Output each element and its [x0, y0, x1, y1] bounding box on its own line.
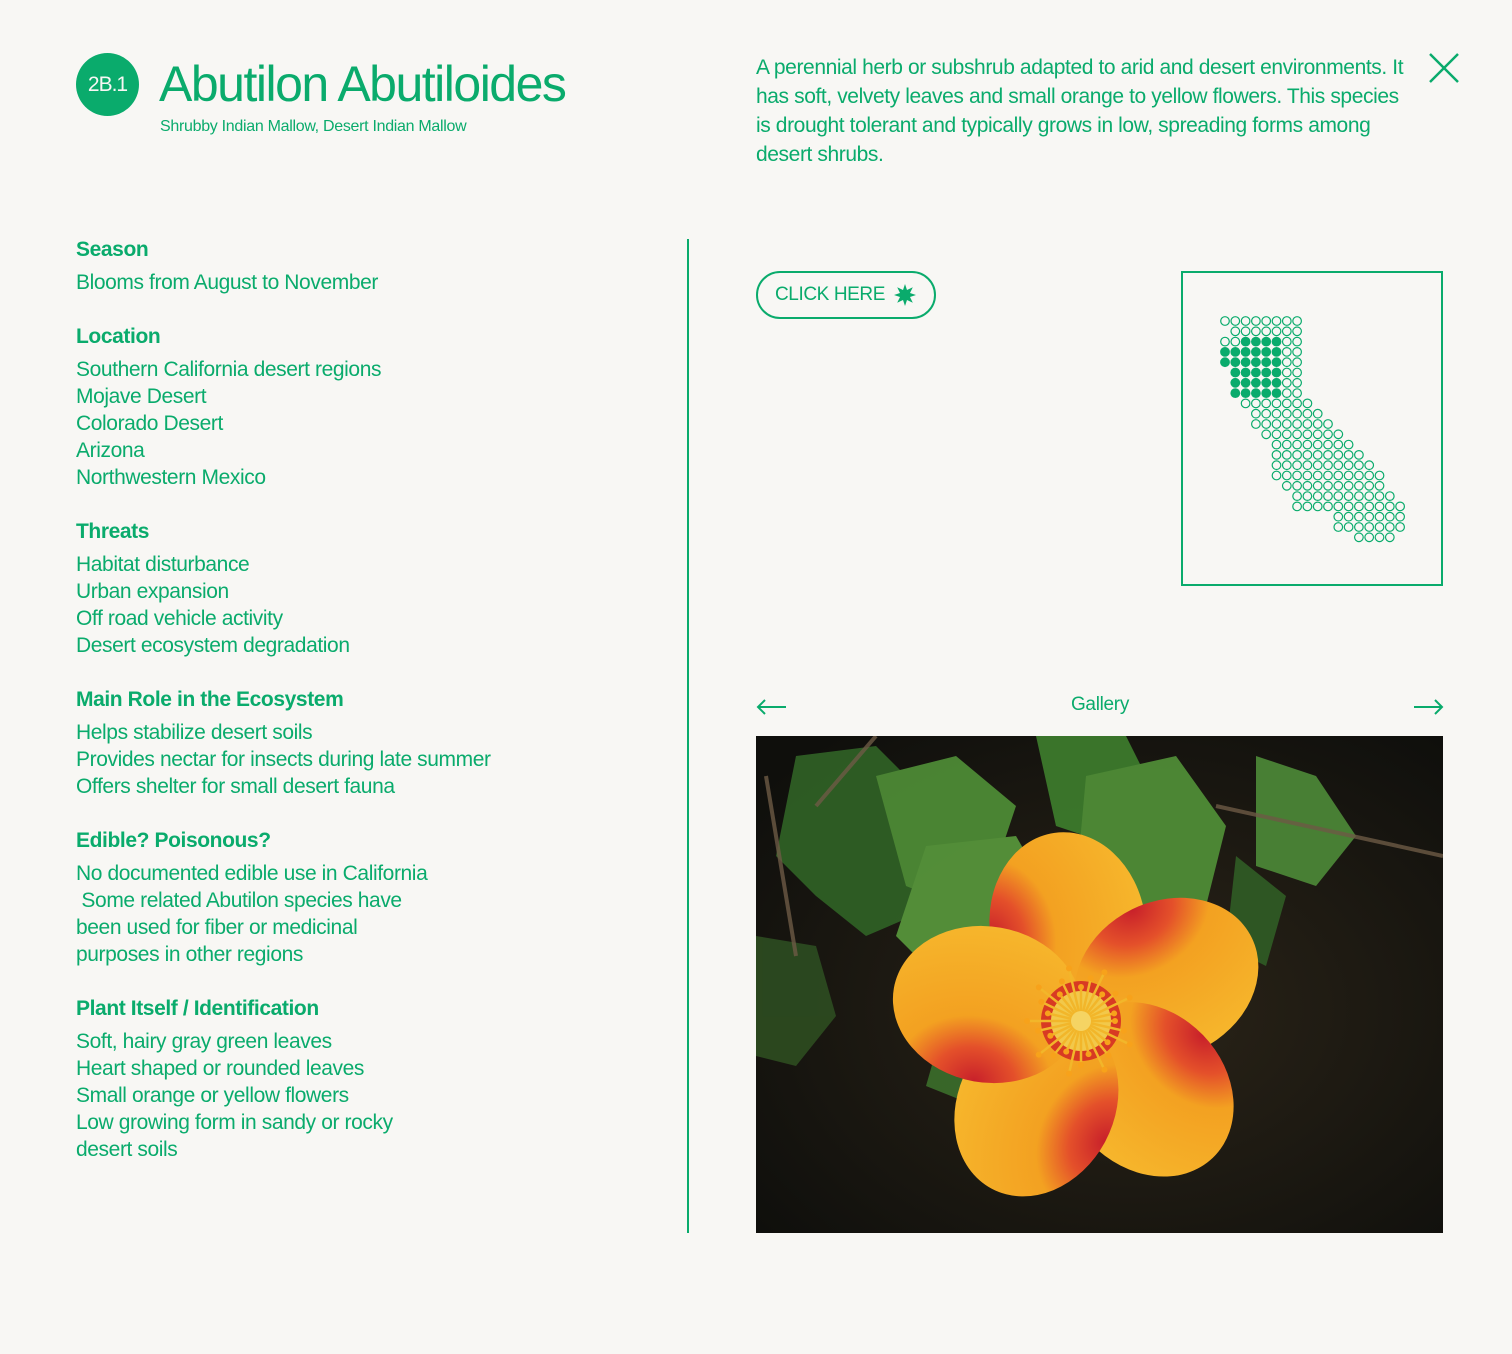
- map-dot: [1262, 399, 1271, 408]
- arrow-right-icon: [1412, 695, 1444, 719]
- map-dot: [1313, 461, 1322, 470]
- map-dot: [1293, 399, 1302, 408]
- section-item: desert soils: [76, 1138, 178, 1161]
- map-dot: [1313, 492, 1322, 501]
- map-dot: [1283, 440, 1292, 449]
- map-dot: [1283, 461, 1292, 470]
- map-dot: [1365, 482, 1374, 491]
- section-item: Small orange or yellow flowers: [76, 1084, 349, 1107]
- map-dot-highlighted: [1231, 389, 1240, 398]
- map-dot: [1344, 502, 1353, 511]
- map-dot-highlighted: [1241, 368, 1250, 377]
- gallery-next-button[interactable]: [1412, 695, 1444, 719]
- common-names: Shrubby Indian Mallow, Desert Indian Mallow: [160, 118, 467, 135]
- map-dot: [1334, 451, 1343, 460]
- map-dot: [1355, 451, 1364, 460]
- map-dot: [1303, 451, 1312, 460]
- map-dot: [1293, 451, 1302, 460]
- map-dot-highlighted: [1252, 337, 1261, 346]
- section-item: Desert ecosystem degradation: [76, 634, 350, 657]
- map-dot: [1293, 482, 1302, 491]
- map-dot: [1334, 461, 1343, 470]
- map-dot: [1334, 440, 1343, 449]
- map-dot-highlighted: [1241, 358, 1250, 367]
- map-dot: [1293, 327, 1302, 336]
- map-dot-highlighted: [1252, 358, 1261, 367]
- section-item: Offers shelter for small desert fauna: [76, 775, 395, 798]
- map-dot-highlighted: [1231, 358, 1240, 367]
- species-description: A perennial herb or subshrub adapted to arid and desert environments. It has soft, velvety leaves and small orange to yellow flowers. This species is drought tolerant and typically grows in low, spreading forms among desert shrubs.: [756, 56, 1404, 166]
- map-dot: [1303, 502, 1312, 511]
- map-dot: [1324, 492, 1333, 501]
- california-dot-map: [1183, 273, 1445, 588]
- map-dot-highlighted: [1272, 368, 1281, 377]
- map-dot: [1334, 430, 1343, 439]
- section-item: Arizona: [76, 439, 145, 462]
- map-dot: [1293, 317, 1302, 326]
- map-dot: [1344, 451, 1353, 460]
- map-dot-highlighted: [1262, 358, 1271, 367]
- section-item: Southern California desert regions: [76, 358, 382, 381]
- section-item: Colorado Desert: [76, 412, 223, 435]
- map-dot: [1324, 502, 1333, 511]
- section-item: No documented edible use in California: [76, 862, 428, 885]
- map-dot: [1313, 451, 1322, 460]
- map-dot: [1241, 327, 1250, 336]
- info-sections: [76, 236, 666, 1190]
- map-dot-highlighted: [1221, 348, 1230, 357]
- section-item: Habitat disturbance: [76, 553, 250, 576]
- section-item: Soft, hairy gray green leaves: [76, 1030, 332, 1053]
- section-heading: Edible? Poisonous?: [76, 829, 271, 852]
- info-section: [76, 323, 666, 491]
- section-heading: Season: [76, 238, 149, 261]
- map-dot-highlighted: [1231, 368, 1240, 377]
- map-dot-highlighted: [1272, 337, 1281, 346]
- gallery-nav: [756, 690, 1444, 724]
- map-dot: [1334, 471, 1343, 480]
- species-code-badge: 2B.1: [76, 53, 139, 116]
- map-dot: [1262, 420, 1271, 429]
- map-dot: [1283, 482, 1292, 491]
- map-dot: [1313, 440, 1322, 449]
- map-dot: [1283, 430, 1292, 439]
- map-dot: [1396, 523, 1405, 532]
- map-dot-highlighted: [1262, 337, 1271, 346]
- map-dot: [1293, 358, 1302, 367]
- map-dot: [1283, 389, 1292, 398]
- distribution-map: [1181, 271, 1443, 586]
- map-dot-highlighted: [1241, 337, 1250, 346]
- map-dot-highlighted: [1231, 379, 1240, 388]
- map-dot-highlighted: [1231, 348, 1240, 357]
- map-dot: [1283, 327, 1292, 336]
- map-dot: [1272, 430, 1281, 439]
- map-dot: [1283, 337, 1292, 346]
- map-dot: [1375, 502, 1384, 511]
- map-dot: [1344, 492, 1353, 501]
- map-dot: [1303, 461, 1312, 470]
- map-dot: [1293, 409, 1302, 418]
- map-dot: [1293, 461, 1302, 470]
- map-dot: [1365, 512, 1374, 521]
- map-dot: [1334, 502, 1343, 511]
- map-dot: [1365, 502, 1374, 511]
- map-dot: [1365, 523, 1374, 532]
- orange-mallow-flower-photo: [756, 736, 1443, 1233]
- map-dot: [1303, 430, 1312, 439]
- map-dot: [1283, 317, 1292, 326]
- map-dot: [1221, 317, 1230, 326]
- map-dot: [1272, 471, 1281, 480]
- map-dot: [1365, 533, 1374, 542]
- section-heading: Plant Itself / Identification: [76, 997, 319, 1020]
- map-dot: [1272, 317, 1281, 326]
- section-item: Off road vehicle activity: [76, 607, 283, 630]
- section-item: Mojave Desert: [76, 385, 207, 408]
- map-dot: [1262, 430, 1271, 439]
- map-dot: [1313, 482, 1322, 491]
- map-dot-highlighted: [1221, 358, 1230, 367]
- map-dot: [1231, 327, 1240, 336]
- map-dot: [1375, 471, 1384, 480]
- map-dot: [1344, 482, 1353, 491]
- map-dot: [1386, 533, 1395, 542]
- map-dot: [1252, 409, 1261, 418]
- map-dot: [1303, 482, 1312, 491]
- map-dot: [1355, 461, 1364, 470]
- map-dot-highlighted: [1262, 389, 1271, 398]
- map-dot: [1272, 409, 1281, 418]
- map-dot: [1272, 327, 1281, 336]
- map-dot: [1375, 533, 1384, 542]
- map-dot: [1375, 523, 1384, 532]
- map-dot: [1272, 461, 1281, 470]
- map-dot: [1272, 420, 1281, 429]
- map-dot: [1283, 399, 1292, 408]
- section-item: Northwestern Mexico: [76, 466, 266, 489]
- info-section: [76, 686, 666, 800]
- map-dot-highlighted: [1252, 368, 1261, 377]
- map-dot: [1303, 492, 1312, 501]
- map-dot: [1283, 420, 1292, 429]
- map-dot: [1375, 482, 1384, 491]
- map-dot: [1283, 348, 1292, 357]
- map-dot-highlighted: [1262, 368, 1271, 377]
- map-dot-highlighted: [1252, 389, 1261, 398]
- map-dot: [1272, 440, 1281, 449]
- map-dot: [1324, 430, 1333, 439]
- map-dot-highlighted: [1252, 348, 1261, 357]
- close-icon: [1424, 48, 1464, 88]
- section-item: Low growing form in sandy or rocky: [76, 1111, 393, 1134]
- map-dot: [1293, 420, 1302, 429]
- map-dot: [1252, 420, 1261, 429]
- map-dot-highlighted: [1272, 348, 1281, 357]
- map-dot: [1386, 523, 1395, 532]
- map-dot: [1293, 368, 1302, 377]
- map-dot-highlighted: [1272, 379, 1281, 388]
- close-button[interactable]: [1424, 48, 1464, 88]
- map-dot: [1262, 327, 1271, 336]
- map-dot: [1375, 492, 1384, 501]
- map-dot: [1293, 471, 1302, 480]
- map-dot: [1283, 471, 1292, 480]
- map-dot: [1303, 399, 1312, 408]
- map-dot: [1303, 409, 1312, 418]
- map-dot: [1221, 337, 1230, 346]
- map-dot: [1334, 523, 1343, 532]
- map-dot: [1386, 492, 1395, 501]
- map-dot: [1231, 337, 1240, 346]
- map-dot: [1303, 420, 1312, 429]
- map-dot-highlighted: [1272, 389, 1281, 398]
- map-dot: [1355, 482, 1364, 491]
- map-dot: [1344, 523, 1353, 532]
- map-dot-highlighted: [1262, 379, 1271, 388]
- map-dot: [1396, 512, 1405, 521]
- map-dot: [1313, 409, 1322, 418]
- map-dot-highlighted: [1252, 379, 1261, 388]
- map-dot: [1293, 337, 1302, 346]
- map-dot: [1283, 379, 1292, 388]
- map-dot: [1262, 409, 1271, 418]
- section-item: Blooms from August to November: [76, 271, 378, 294]
- map-dot: [1355, 523, 1364, 532]
- info-section: [76, 995, 666, 1163]
- map-dot: [1324, 471, 1333, 480]
- map-dot: [1283, 358, 1292, 367]
- map-dot: [1386, 512, 1395, 521]
- section-item: been used for fiber or medicinal: [76, 916, 358, 939]
- map-dot: [1355, 533, 1364, 542]
- map-dot: [1272, 399, 1281, 408]
- info-section: [76, 518, 666, 659]
- map-dot: [1293, 348, 1302, 357]
- map-dot: [1252, 327, 1261, 336]
- map-dot: [1303, 440, 1312, 449]
- section-heading: Main Role in the Ecosystem: [76, 688, 344, 711]
- map-dot-highlighted: [1272, 358, 1281, 367]
- section-item: Urban expansion: [76, 580, 229, 603]
- section-item: Some related Abutilon species have: [76, 889, 402, 912]
- map-dot: [1283, 451, 1292, 460]
- map-dot: [1344, 461, 1353, 470]
- map-dot: [1334, 482, 1343, 491]
- map-dot-highlighted: [1241, 389, 1250, 398]
- map-dot: [1293, 430, 1302, 439]
- click-here-button[interactable]: [756, 271, 936, 319]
- map-dot: [1365, 461, 1374, 470]
- column-divider: [687, 239, 689, 1233]
- map-dot: [1365, 471, 1374, 480]
- map-dot: [1293, 389, 1302, 398]
- map-dot: [1324, 482, 1333, 491]
- page-title: Abutilon Abutiloides: [159, 56, 566, 112]
- map-dot: [1313, 502, 1322, 511]
- map-dot: [1386, 502, 1395, 511]
- map-dot: [1324, 461, 1333, 470]
- starburst-icon: [893, 283, 917, 307]
- map-dot: [1313, 420, 1322, 429]
- map-dot: [1324, 440, 1333, 449]
- map-dot: [1313, 430, 1322, 439]
- map-dot: [1252, 317, 1261, 326]
- map-dot: [1375, 512, 1384, 521]
- map-dot: [1396, 502, 1405, 511]
- map-dot: [1293, 440, 1302, 449]
- map-dot: [1334, 512, 1343, 521]
- map-dot: [1283, 368, 1292, 377]
- gallery-photo: [756, 736, 1443, 1233]
- section-item: Heart shaped or rounded leaves: [76, 1057, 365, 1080]
- map-dot: [1272, 451, 1281, 460]
- map-dot: [1355, 471, 1364, 480]
- map-dot: [1355, 502, 1364, 511]
- map-dot: [1344, 471, 1353, 480]
- map-dot: [1344, 512, 1353, 521]
- info-section: [76, 827, 666, 968]
- section-heading: Threats: [76, 520, 150, 543]
- map-dot: [1293, 492, 1302, 501]
- section-item: purposes in other regions: [76, 943, 303, 966]
- map-dot: [1293, 379, 1302, 388]
- section-heading: Location: [76, 325, 161, 348]
- map-dot: [1355, 512, 1364, 521]
- map-dot: [1324, 451, 1333, 460]
- map-dot: [1241, 317, 1250, 326]
- map-dot: [1313, 471, 1322, 480]
- map-dot: [1293, 502, 1302, 511]
- map-dot: [1262, 317, 1271, 326]
- map-dot-highlighted: [1262, 348, 1271, 357]
- map-dot: [1344, 440, 1353, 449]
- section-item: Helps stabilize desert soils: [76, 721, 313, 744]
- map-dot: [1283, 409, 1292, 418]
- info-section: [76, 236, 666, 296]
- map-dot: [1334, 492, 1343, 501]
- map-dot: [1252, 399, 1261, 408]
- click-here-label: CLICK HERE: [774, 284, 886, 305]
- map-dot: [1355, 492, 1364, 501]
- map-dot: [1241, 399, 1250, 408]
- section-item: Provides nectar for insects during late summer: [76, 748, 491, 771]
- map-dot-highlighted: [1241, 348, 1250, 357]
- gallery-label: Gallery: [1070, 694, 1130, 715]
- map-dot: [1231, 317, 1240, 326]
- map-dot: [1303, 471, 1312, 480]
- map-dot: [1324, 420, 1333, 429]
- map-dot-highlighted: [1241, 379, 1250, 388]
- map-dot: [1365, 492, 1374, 501]
